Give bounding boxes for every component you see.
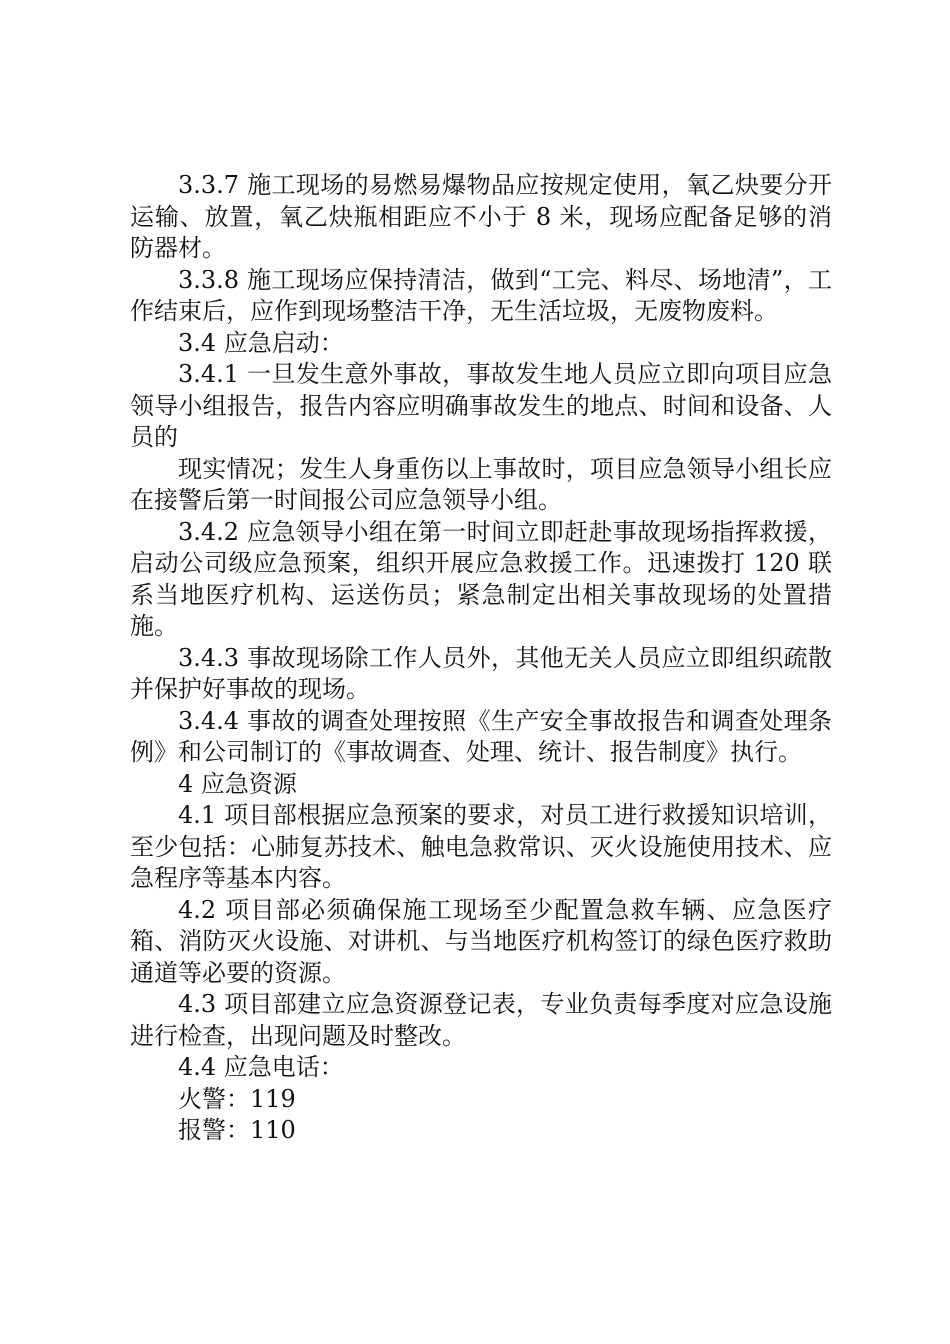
document-body bbox=[130, 170, 832, 1147]
phone-fire: 火警：119 bbox=[178, 1084, 296, 1113]
paragraph-3-3-7: 3.3.7 施工现场的易燃易爆物品应按规定使用，氧乙炔要分开运输、放置，氧乙炔瓶相距应不小于 8 米，现场应配备足够的消防器材。 bbox=[130, 171, 832, 262]
paragraph-3-4-3: 3.4.3 事故现场除工作人员外，其他无关人员应立即组织疏散并保护好事故的现场。 bbox=[130, 643, 832, 703]
phone-police: 报警：110 bbox=[178, 1116, 296, 1144]
heading-4-4: 4.4 应急电话： bbox=[178, 1053, 344, 1081]
paragraph-3-4-2: 3.4.2 应急领导小组在第一时间立即赶赴事故现场指挥救援，启动公司级应急预案，组织开展应急救援工作。迅速拨打 120 联系当地医疗机构、运送伤员；紧急制定出相关事故现场的处置措施。 bbox=[130, 517, 832, 640]
paragraph-3-4-4: 3.4.4 事故的调查处理按照《生产安全事故报告和调查处理条例》和公司制订的《事故调查、处理、统计、报告制度》执行。 bbox=[130, 706, 832, 766]
paragraph-4-3: 4.3 项目部建立应急资源登记表，专业负责每季度对应急设施进行检查，出现问题及时整改。 bbox=[130, 990, 832, 1050]
paragraph-3-4-1: 3.4.1 一旦发生意外事故，事故发生地人员应立即向项目应急领导小组报告，报告内容应明确事故发生的地点、时间和设备、人员的 bbox=[130, 360, 832, 451]
paragraph-3-3-8: 3.3.8 施工现场应保持清洁，做到“工完、料尽、场地清”，工作结束后，应作到现场整洁干净，无生活垃圾，无废物废料。 bbox=[130, 265, 832, 325]
paragraph-3-4-1-continued: 现实情况；发生人身重伤以上事故时，项目应急领导小组长应在接警后第一时间报公司应急领导小组。 bbox=[130, 454, 832, 514]
paragraph-4-1: 4.1 项目部根据应急预案的要求，对员工进行救援知识培训，至少包括：心肺复苏技术、触电急救常识、灭火设施使用技术、应急程序等基本内容。 bbox=[130, 801, 832, 892]
paragraph-4-2: 4.2 项目部必须确保施工现场至少配置急救车辆、应急医疗箱、消防灭火设施、对讲机、与当地医疗机构签订的绿色医疗救助通道等必要的资源。 bbox=[130, 895, 832, 987]
heading-4: 4 应急资源 bbox=[178, 769, 297, 798]
heading-3-4: 3.4 应急启动： bbox=[178, 328, 344, 357]
